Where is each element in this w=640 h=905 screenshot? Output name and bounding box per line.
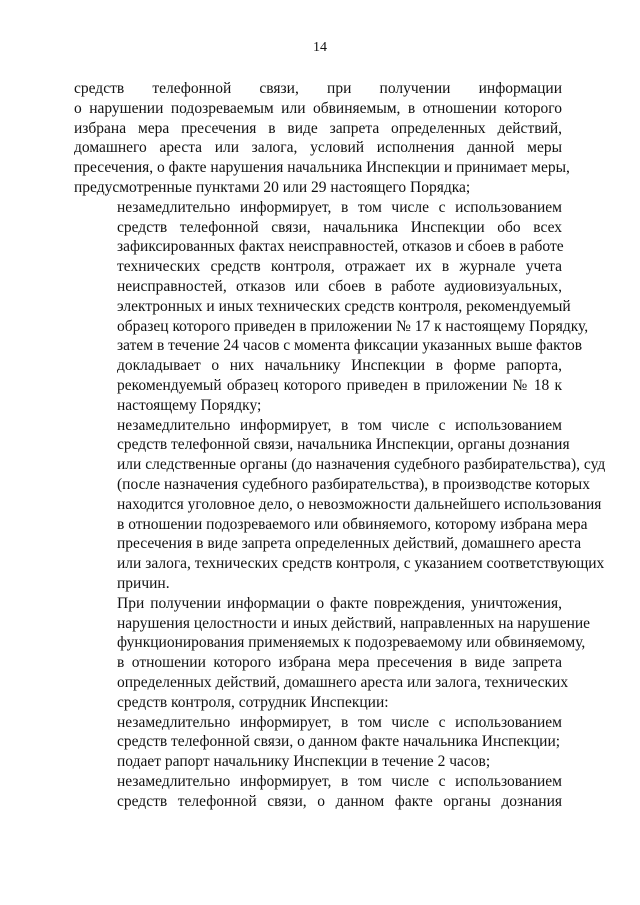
text-line: избрана мера пресечения в виде запрета определенных действий, [74,119,562,137]
text-line: технических средств контроля, отражает их в журнале учета [117,258,562,276]
text-line: причин. [117,574,170,592]
text-line: незамедлительно информирует, в том числе с использованием [117,772,562,790]
text-line: электронных и иных технических средств контроля, рекомендуемый [117,297,571,315]
text-line: или следственные органы (до назначения судебного разбирательства), суд [117,456,606,474]
text-line: незамедлительно информирует, в том числе с использованием [117,198,562,216]
text-line: нарушения целостности и иных действий, направленных на нарушение [117,614,591,632]
text-line: средств телефонной связи, при получении информации [74,80,562,97]
text-line: подает рапорт начальнику Инспекции в течение 2 часов; [117,753,491,771]
text-line: докладывает о них начальнику Инспекции в форме рапорта, [117,357,562,375]
text-line: образец которого приведен в приложении № 17 к настоящему Порядку, [117,317,589,335]
paragraph [74,752,562,772]
text-line: При получении информации о факте повреждения, уничтожения, [117,594,562,612]
page-number: 14 [313,40,327,55]
text-line: средств телефонной связи, о данном факте органы дознания [117,792,562,810]
text-line: в отношении подозреваемого или обвиняемого, которому избрана мера [117,515,588,533]
text-line: о нарушении подозреваемым или обвиняемым, в отношении которого [74,99,562,117]
paragraph [74,79,570,198]
text-line: пресечения, о факте нарушения начальника Инспекции и принимает меры, [74,159,570,177]
text-line: предусмотренные пунктами 20 или 29 настоящего Порядка; [74,178,471,196]
text-line: рекомендуемый образец которого приведен в приложении № 18 к [117,376,562,394]
text-line: настоящему Порядку; [117,396,262,414]
text-line: средств телефонной связи, начальника Инспекции, органы дознания [117,436,570,454]
text-line: домашнего ареста или залога, условий исполнения данной меры [74,139,562,157]
paragraph [74,198,589,416]
text-line: в отношении которого избрана мера пресечения в виде запрета [117,654,562,672]
document-body [74,79,606,811]
paragraph [74,416,606,594]
text-line: (после назначения судебного разбирательства), в производстве которых [117,475,590,493]
text-line: затем в течение 24 часов с момента фиксации указанных выше фактов [117,337,583,355]
text-line: средств контроля, сотрудник Инспекции: [117,693,389,711]
text-line: зафиксированных фактах неисправностей, отказов и сбоев в работе [117,238,564,256]
paragraph [74,713,562,753]
text-line: находится уголовное дело, о невозможности дальнейшего использования [117,495,602,513]
text-line: средств телефонной связи, о данном факте начальника Инспекции; [117,733,561,751]
text-line: незамедлительно информирует, в том числе с использованием [117,713,562,731]
text-line: функционирования применяемых к подозреваемому или обвиняемому, [117,634,586,652]
text-line: неисправностей, отказов или сбоев в работе аудиовизуальных, [117,277,562,295]
text-line: определенных действий, домашнего ареста или залога, технических [117,673,569,691]
text-line: пресечения в виде запрета определенных действий, домашнего ареста [117,535,582,553]
text-line: или залога, технических средств контроля, с указанием соответствующих [117,555,605,573]
paragraph [74,772,562,812]
text-line: средств телефонной связи, начальника Инспекции обо всех [117,218,562,236]
text-line: незамедлительно информирует, в том числе с использованием [117,416,562,434]
paragraph [74,594,591,713]
